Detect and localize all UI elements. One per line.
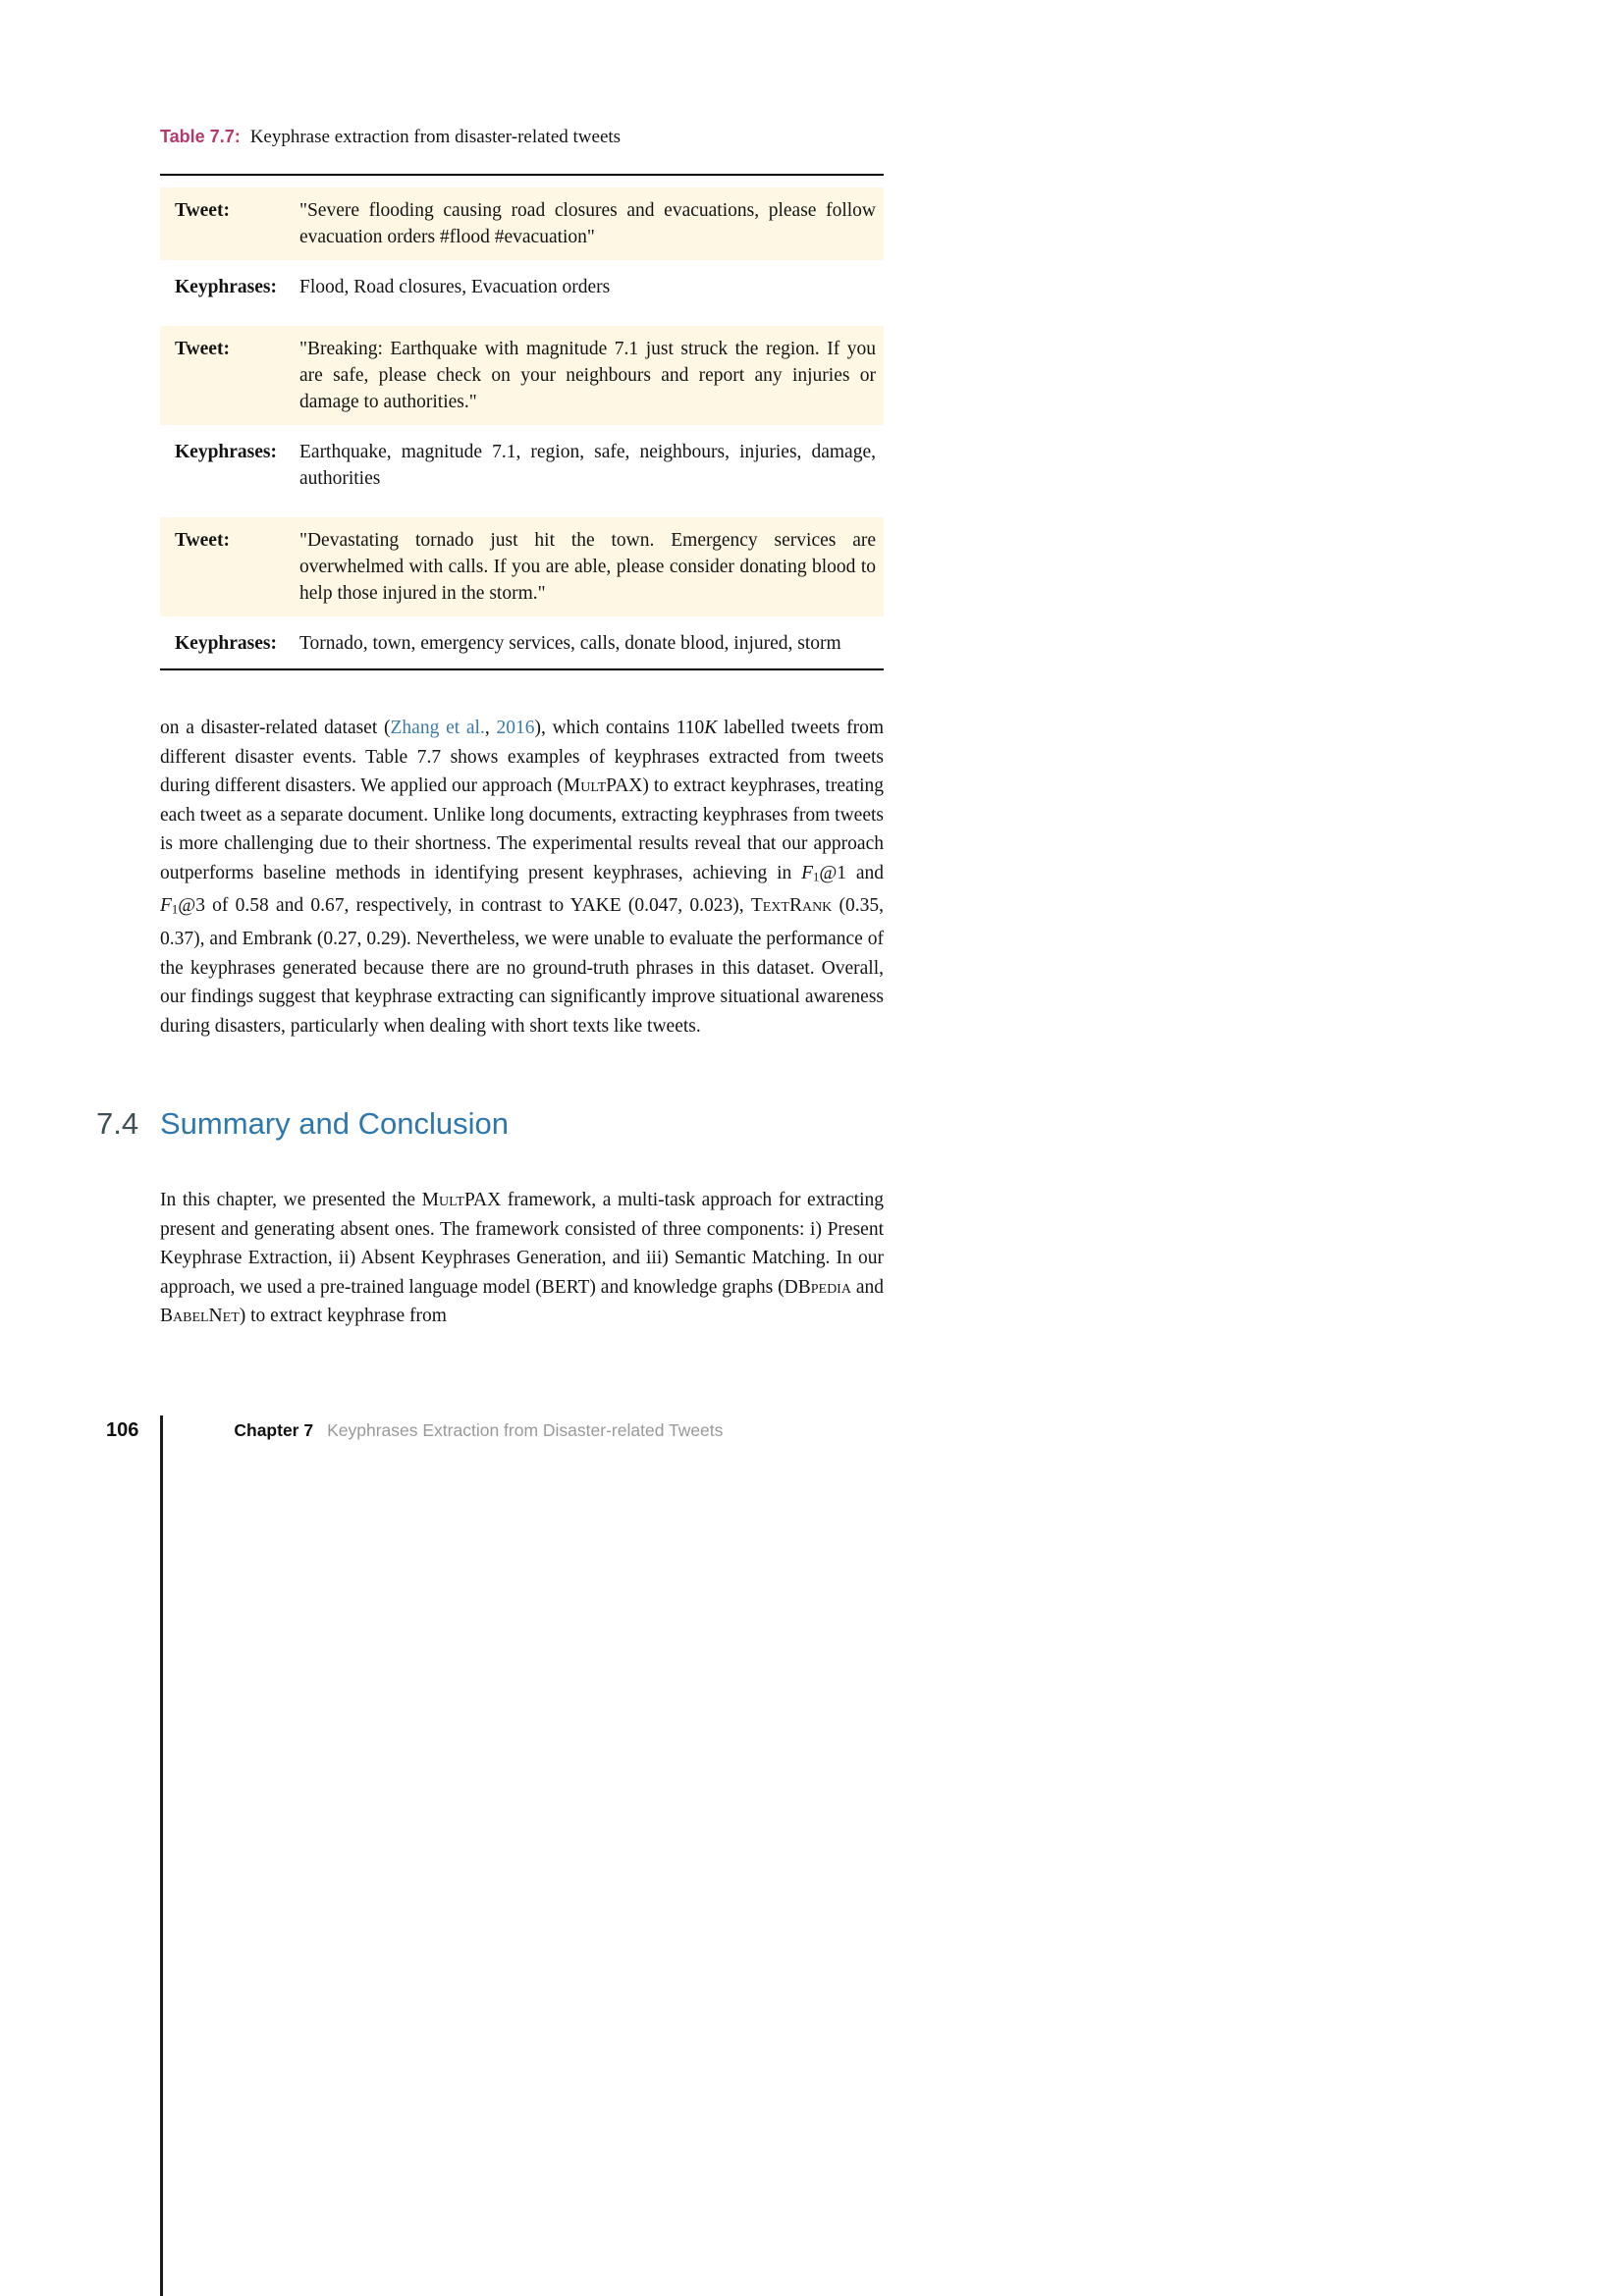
- text-segment-sc: MultPAX: [421, 1190, 502, 1211]
- text-segment-normal: and: [850, 1276, 884, 1298]
- footer-vertical-rule: [160, 1415, 163, 2296]
- text-segment-normal: @3 of: [178, 895, 236, 917]
- text-segment-math: 0.047: [634, 895, 678, 917]
- row-label: Tweet:: [175, 530, 230, 551]
- text-segment-normal: ,: [677, 895, 690, 917]
- row-text: "Breaking: Earthquake with magnitude 7.1 just struck the region. If you are safe, please check on your neighbours and report any injuries or damage to authorities.": [299, 339, 876, 412]
- paragraph-summary-conclusion: [160, 1186, 884, 1331]
- text-segment-normal: framework, a multi-task approach for extracting present and generating absent ones. The framework consisted of three components: i) Present Keyphrase Extraction, ii) Absent Keyphrases Generation, and iii) Semantic Matching. In our approach, we used a pre-trained language model (BERT) and knowledge graphs (: [160, 1190, 884, 1298]
- paragraph-experiment-results: [160, 714, 884, 1041]
- row-label: Tweet:: [175, 200, 230, 221]
- text-segment-math: 110: [676, 718, 705, 738]
- text-segment-sc: DBpedia: [784, 1276, 851, 1298]
- table-caption-label: Table 7.7:: [160, 127, 241, 146]
- text-segment-normal: ). Nevertheless, we were unable to evaluate the performance of the keyphrases generated because there are no ground-truth phrases in this dataset. Overall, our findings suggest that keyphrase extracting can significantly improve situational awareness during disasters, particularly when dealing with short texts like tweets.: [160, 929, 884, 1037]
- section-title: Summary and Conclusion: [160, 1106, 509, 1142]
- citation-link[interactable]: 2016: [496, 718, 535, 738]
- section-heading: [96, 1105, 884, 1143]
- row-label: Keyphrases:: [175, 633, 277, 654]
- row-text: "Devastating tornado just hit the town. Emergency services are overwhelmed with calls. If you are able, please consider donating blood to help those injured in the storm.": [299, 530, 876, 604]
- text-segment-normal: ,: [356, 929, 367, 950]
- text-segment-math: 0.27: [323, 929, 357, 950]
- text-segment-mathit: F: [160, 895, 172, 917]
- text-segment-sub: 1: [171, 902, 179, 917]
- footer-chapter-label: Chapter 7: [234, 1420, 314, 1440]
- text-segment-normal: ,: [484, 718, 497, 738]
- text-segment-math: 0.67: [310, 895, 345, 917]
- table-caption-text: Keyphrase extraction from disaster-related tweets: [249, 127, 622, 147]
- table-row-tweet: [160, 326, 884, 425]
- text-segment-normal: In this chapter, we presented the: [160, 1190, 422, 1211]
- row-label: Tweet:: [175, 339, 230, 359]
- text-segment-sub: 1: [812, 869, 820, 883]
- text-segment-sc: TextRank: [750, 895, 833, 917]
- text-segment-normal: @1 and: [819, 862, 884, 883]
- text-segment-math: 0.29: [366, 929, 401, 950]
- text-segment-normal: ) to extract keyphrases, treating each tweet as a separate document. Unlike long documents, extracting keyphrases from tweets is more challenging due to their shortness. The experimental results reveal that our approach outperforms baseline methods in identifying present keyphrases, achieving in: [160, 775, 884, 883]
- section-number: 7.4: [96, 1106, 139, 1142]
- footer-chapter-title: Keyphrases Extraction from Disaster-related Tweets: [327, 1420, 724, 1440]
- text-segment-normal: ), and Embrank (: [193, 929, 324, 950]
- table-row-tweet: [160, 517, 884, 616]
- text-segment-normal: on a disaster-related dataset (: [160, 718, 391, 738]
- text-segment-normal: labelled tweets from different disaster events. Table 7.7 shows examples of keyphrases extracted from tweets during different disasters. We applied our approach (: [160, 718, 884, 796]
- row-text: Earthquake, magnitude 7.1, region, safe, neighbours, injuries, damage, authorities: [299, 442, 876, 489]
- text-segment-math: 0.023: [689, 895, 733, 917]
- row-label: Keyphrases:: [175, 442, 277, 462]
- text-segment-math: 0.35: [845, 895, 880, 917]
- text-segment-sc: BabelNet: [160, 1306, 240, 1327]
- text-segment-math: 0.58: [235, 895, 269, 917]
- citation-link[interactable]: Zhang et al.: [390, 718, 485, 738]
- text-segment-sc: MultPAX: [563, 775, 643, 796]
- text-segment-normal: ) to extract keyphrase from: [239, 1306, 447, 1327]
- table-caption: [160, 124, 884, 150]
- keyphrase-table: [160, 174, 884, 670]
- table-row-keyphrases: [160, 626, 884, 661]
- text-segment-normal: (: [832, 895, 846, 917]
- row-text: Flood, Road closures, Evacuation orders: [299, 277, 611, 297]
- text-segment-normal: and: [268, 895, 311, 917]
- text-segment-normal: , respectively, in contrast to YAKE (: [344, 895, 635, 917]
- content-column: [96, 124, 885, 1331]
- row-text: Tornado, town, emergency services, calls, donate blood, injured, storm: [299, 633, 841, 654]
- text-segment-mathit: K: [704, 718, 718, 738]
- text-segment-normal: ), which contains: [534, 718, 677, 738]
- text-segment-math: 0.37: [160, 929, 194, 950]
- text-segment-normal: ,: [879, 895, 885, 917]
- table-row-tweet: [160, 187, 884, 260]
- text-segment-normal: ),: [732, 895, 751, 917]
- table-row-keyphrases: [160, 270, 884, 304]
- page-number: 106: [106, 1419, 139, 1441]
- text-segment-mathit: F: [801, 862, 813, 883]
- table-row-keyphrases: [160, 435, 884, 496]
- row-label: Keyphrases:: [175, 277, 277, 297]
- page-footer: [106, 1419, 723, 1442]
- row-text: "Severe flooding causing road closures and evacuations, please follow evacuation orders #flood #evacuation": [299, 200, 876, 247]
